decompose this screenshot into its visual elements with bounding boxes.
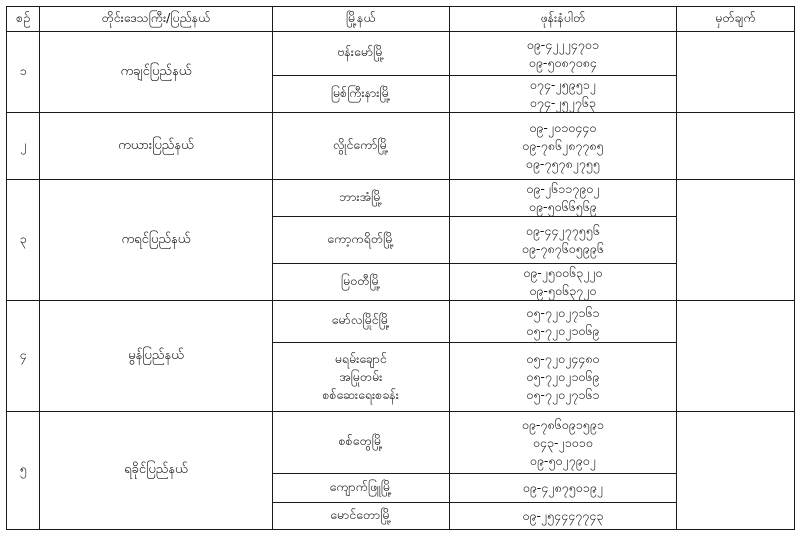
header-township: မြို့နယ် (272, 7, 449, 32)
phone-number: ၀၅-၇၂၀၂၁၀၆၉ (526, 369, 600, 384)
phone-number: ၀၉-၂၅၄၄၄၇၇၄၃ (522, 508, 604, 523)
header-phone: ဖုန်းနံပါတ် (449, 7, 676, 32)
state-name: မွန်ပြည်နယ် (40, 301, 272, 412)
row-number: ၃ (7, 180, 40, 301)
phone-number: ၀၉-၇၈၆၀၉၁၅၉၁ (521, 416, 604, 432)
township-name-line: စစ်ဆေးရေးစခန်း (322, 387, 399, 402)
phone-numbers (449, 32, 676, 76)
township-name: စစ်တွေမြို့ (272, 412, 449, 474)
state-name: ကယားပြည်နယ် (40, 113, 272, 180)
contact-table (6, 6, 795, 530)
phone-numbers (449, 76, 676, 113)
state-name: ရခိုင်ပြည်နယ် (40, 412, 272, 530)
phone-number: ၀၉-၂၀၁၀၄၄၀ (529, 120, 597, 135)
header-row (7, 7, 795, 32)
phone-number: ၀၉-၇၈၇၆၀၅၉၉၆ (521, 241, 604, 256)
row-number: ၁ (7, 32, 40, 113)
township-name: ကျောက်ဖြူမြို့ (272, 474, 449, 503)
remark-cell (676, 113, 794, 180)
table-body (7, 32, 795, 530)
phone-number: ၀၉-၄၂၈၇၅၀၁၉၂ (522, 480, 603, 495)
row-number: ၂ (7, 113, 40, 180)
phone-number: ၀၉-၄၄၂၇၇၅၅၆ (525, 223, 600, 238)
phone-numbers (449, 412, 676, 474)
phone-number: ၀၉-၇၅၇၈၂၇၅၅ (525, 156, 600, 171)
remark-cell (676, 301, 794, 412)
remark-cell (676, 412, 794, 530)
phone-number: ၀၉-၄၂၂၂၄၇၀၁ (526, 36, 599, 52)
phone-number: ၀၉-၅၀၂၇၉၀၂ (529, 452, 596, 468)
phone-numbers (449, 264, 676, 301)
phone-number: ၀၅-၇၂၀၂၇၁၆၁ (526, 387, 600, 402)
table-row (7, 113, 795, 180)
phone-numbers (449, 113, 676, 180)
phone-number: ၀၄၃-၂၁၀၁၀ (532, 434, 593, 450)
phone-number: ၀၉-၅၀၆၆၅၆၉ (528, 199, 597, 214)
township-name: ဗန်းမော်မြို့ (272, 32, 449, 76)
state-name: ကချင်ပြည်နယ် (40, 32, 272, 113)
phone-number: ၀၅-၇၂၀၂၁၀၆၉ (526, 322, 600, 338)
phone-number: ၀၅-၇၂၀၂၄၄၈၀ (526, 351, 600, 366)
township-name-line: အမြုတမ်း (339, 369, 383, 384)
township-name: မြဝတီမြို့ (272, 264, 449, 301)
township-name-line: မရမ်းချောင် (334, 351, 387, 366)
phone-number: ၀၉-၅၀၆၃၇၂၀ (529, 283, 597, 298)
township-name: ကော့ကရိတ်မြို့ (272, 217, 449, 264)
remark-cell (676, 32, 794, 113)
phone-numbers (449, 180, 676, 217)
township-name: မောင်တောမြို့ (272, 503, 449, 530)
phone-numbers (449, 217, 676, 264)
township-name: မော်လမြိုင်မြို့ (272, 301, 449, 343)
phone-number: ၀၉-၅၀၈၇၀၈၄ (528, 54, 597, 70)
phone-number: ၀၅-၇၂၀၂၇၁၆၁ (526, 304, 600, 320)
table-row (7, 412, 795, 474)
phone-number: ၀၉-၇၈၆၂၈၇၇၈၅ (522, 138, 604, 153)
phone-number: ၀၉-၂၅၀၀၆၃၂၂၀ (523, 265, 603, 280)
header-remark: မှတ်ချက် (676, 7, 794, 32)
table-row (7, 180, 795, 217)
state-name: ကရင်ပြည်နယ် (40, 180, 272, 301)
phone-number: ၀၇၄-၂၅၂၇၆၃ (529, 95, 596, 110)
phone-numbers (449, 474, 676, 503)
table-row (7, 301, 795, 343)
row-number: ၄ (7, 301, 40, 412)
header-no: စဉ် (7, 7, 40, 32)
phone-numbers (449, 301, 676, 343)
row-number: ၅ (7, 412, 40, 530)
township-name (272, 343, 449, 412)
phone-number: ၀၇၄-၂၅၉၅၁၂ (529, 77, 596, 92)
phone-number: ၀၉-၂၆၁၁၇၉၀၂ (526, 181, 600, 196)
table-row (7, 32, 795, 76)
township-name: ဘားအံမြို့ (272, 180, 449, 217)
township-name: လွိုင်ကော်မြို့ (272, 113, 449, 180)
township-name: မြစ်ကြီးနားမြို့ (272, 76, 449, 113)
remark-cell (676, 180, 794, 301)
phone-numbers (449, 343, 676, 412)
phone-numbers (449, 503, 676, 530)
header-state: တိုင်းဒေသကြီး/ပြည်နယ် (40, 7, 272, 32)
